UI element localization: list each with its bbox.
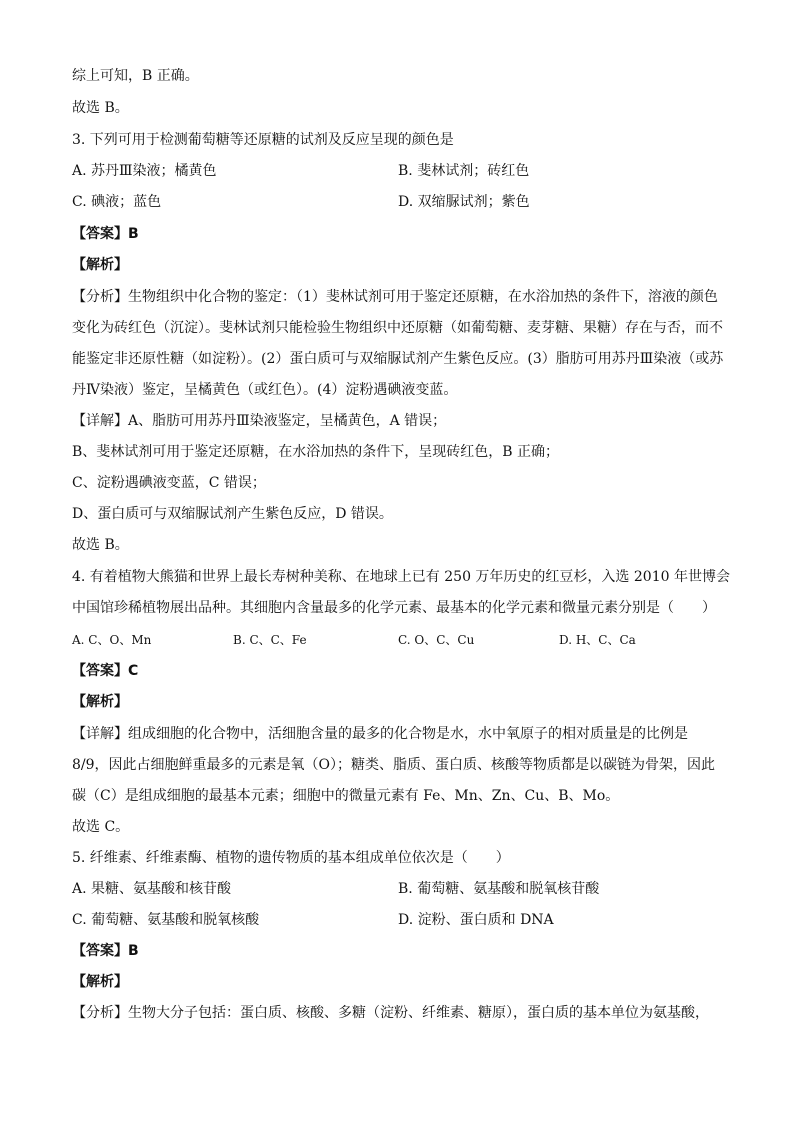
q4-analysis-heading: 【解析】 <box>72 694 128 710</box>
q5-option-c: C. 葡萄糖、氨基酸和脱氧核酸 <box>72 912 260 928</box>
q4-option-c: C. O、C、Cu <box>398 633 475 647</box>
q5-option-a: A. 果糖、氨基酸和核苷酸 <box>72 881 232 897</box>
q4-detail-text: 【详解】组成细胞的化合物中，活细胞含量的最多的化合物是水，水中氧原子的相对质量是的比例是 <box>72 726 688 742</box>
question-5-stem: 5. 纤维素、纤维素酶、植物的遗传物质的基本组成单位依次是（ ） <box>72 850 510 866</box>
q4-option-b: B. C、C、Fe <box>233 633 307 647</box>
q4-option-a: A. C、O、Mn <box>72 633 152 647</box>
q4-conclusion: 故选 C。 <box>72 819 130 835</box>
q3-detail-text: 【详解】A、脂肪可用苏丹Ⅲ染液鉴定，呈橘黄色，A 错误； <box>72 413 447 429</box>
q5-analysis-text: 【分析】生物大分子包括：蛋白质、核酸、多糖（淀粉、纤维素、糖原），蛋白质的基本单位为氨基酸， <box>72 1005 709 1021</box>
question-4-stem: 4. 有着植物大熊猫和世界上最长寿树种美称、在地球上已有 250 万年历史的红豆杉，入选 2010 年世博会 <box>72 569 730 585</box>
q3-option-b: B. 斐林试剂；砖红色 <box>398 163 530 179</box>
question-3-stem: 3. 下列可用于检测葡萄糖等还原糖的试剂及反应呈现的颜色是 <box>72 132 454 148</box>
q3-analysis-text: 能鉴定非还原性糖（如淀粉）。(2）蛋白质可与双缩脲试剂产生紫色反应。(3）脂肪可用苏丹Ⅲ染液（或苏 <box>72 351 724 367</box>
q3-conclusion: 故选 B。 <box>72 537 129 553</box>
text-line: 综上可知，B 正确。 <box>72 68 199 84</box>
q5-analysis-heading: 【解析】 <box>72 974 128 990</box>
q3-analysis-heading: 【解析】 <box>72 257 128 273</box>
text-line: 故选 B。 <box>72 100 129 116</box>
q5-answer: 【答案】B <box>72 943 139 959</box>
q3-analysis-text: 丹Ⅳ染液）鉴定，呈橘黄色（或红色）。(4）淀粉遇碘液变蓝。 <box>72 382 458 398</box>
q3-analysis-text: 变化为砖红色（沉淀）。斐林试剂只能检验生物组织中还原糖（如葡萄糖、麦芽糖、果糖）存在与否，而不 <box>72 320 723 336</box>
q3-analysis-text: 【分析】生物组织中化合物的鉴定：（1）斐林试剂可用于鉴定还原糖，在水浴加热的条件下，溶液的颜色 <box>72 289 718 305</box>
q5-option-d: D. 淀粉、蛋白质和 DNA <box>398 912 554 928</box>
q3-detail-text: C、淀粉遇碘液变蓝，C 错误； <box>72 475 266 491</box>
q4-detail-text: 碳（C）是组成细胞的最基本元素；细胞中的微量元素有 Fe、Mn、Zn、Cu、B、Mo。 <box>72 788 620 804</box>
q3-detail-text: B、斐林试剂可用于鉴定还原糖，在水浴加热的条件下，呈现砖红色，B 正确； <box>72 444 560 460</box>
q3-answer: 【答案】B <box>72 226 139 242</box>
q3-option-a: A. 苏丹Ⅲ染液；橘黄色 <box>72 163 217 179</box>
q4-option-d: D. H、C、Ca <box>559 633 636 647</box>
q3-option-d: D. 双缩脲试剂；紫色 <box>398 194 530 210</box>
question-4-stem: 中国馆珍稀植物展出品种。其细胞内含量最多的化学元素、最基本的化学元素和微量元素分别是（ ） <box>72 600 716 616</box>
q4-answer: 【答案】C <box>72 663 139 679</box>
q4-detail-text: 8/9，因此占细胞鲜重最多的元素是氧（O）；糖类、脂质、蛋白质、核酸等物质都是以碳链为骨架，因此 <box>72 757 716 773</box>
q3-option-c: C. 碘液；蓝色 <box>72 194 162 210</box>
q5-option-b: B. 葡萄糖、氨基酸和脱氧核苷酸 <box>398 881 600 897</box>
q3-detail-text: D、蛋白质可与双缩脲试剂产生紫色反应，D 错误。 <box>72 506 393 522</box>
